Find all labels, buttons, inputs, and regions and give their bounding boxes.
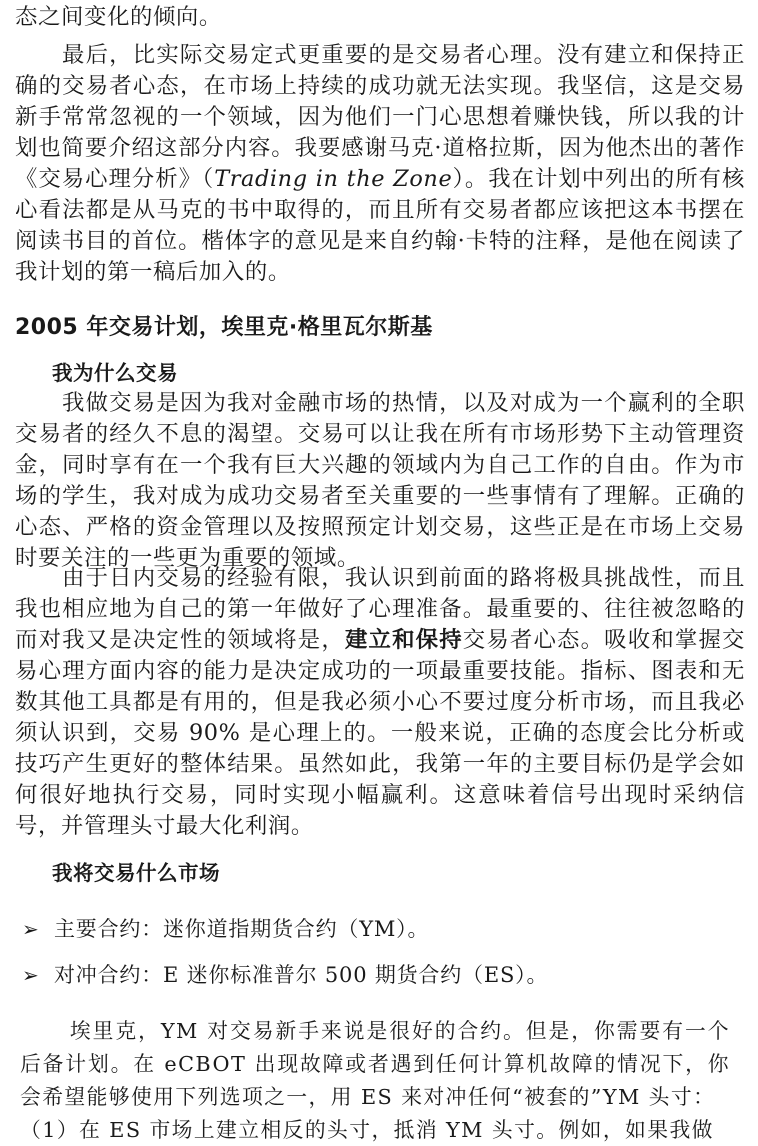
markets-list: [22, 906, 742, 998]
why-trade-heading: 我为什么交易: [52, 361, 178, 385]
why-text-2: 交易者心态。吸收和掌握交易心理方面内容的能力是决定成功的一项最重要技能。指标、图表和无数其他工具都是有用的，但是我必须小心不要过度分析市场，而且我必须认识到，交易 90% 是心理上的。一般来说，正确的态度会比分析或技巧产生更好的整体结果。虽然如此，我第一年的主要目标仍是学会如何很好地执行交易，同时实现小幅赢利。这意味着信号出现时采纳信号，并管理头寸最大化利润。: [15, 627, 746, 839]
arrow-bullet-icon: ➢: [22, 917, 40, 941]
intro-text-b: ）。我在计划中列出的所有核心看法都是从马克的书中取得的，而且所有交易者都应该把这本书摆在阅读书目的首位。楷体字的意见是来自约翰·卡特的注释，是他在阅读了我计划的第一稿后加入的。: [15, 166, 745, 285]
note-item-1: （1）在 ES 市场上建立相反的头寸，抵消 YM 头寸。例如，如果我做: [20, 1118, 714, 1142]
book-title-english: Trading in the Zone: [214, 166, 453, 192]
why-text-bold: 建立和保持: [344, 627, 463, 653]
author-note: [20, 1015, 730, 1146]
markets-heading: 我将交易什么市场: [52, 861, 220, 885]
intro-text-a: 最后，比实际交易定式更重要的是交易者心理。没有建立和保持正确的交易者心态，在市场上持续的成功就无法实现。我坚信，这是交易新手常常忽视的一个领域，因为他们一门心思想着赚快钱，所以我的计划也简要介绍这部分内容。我要感谢马克·道格拉斯，因为他杰出的著作《交易心理分析》（: [15, 42, 745, 192]
arrow-bullet-icon: ➢: [22, 963, 40, 987]
intro-paragraph: [15, 40, 745, 288]
list-item: [22, 906, 742, 952]
note-paragraph: 埃里克，YM 对交易新手来说是很好的合约。但是，你需要有一个后备计划。在 eCBOT 出现故障或者遇到任何计算机故障的情况下，你会希望能够使用下列选项之一，用 ES 来对冲任何“被套的”YM 头寸：: [20, 1019, 730, 1109]
list-item-text: 对冲合约：E 迷你标准普尔 500 期货合约（ES）。: [54, 963, 549, 987]
continuation-line: 态之间变化的倾向。: [15, 4, 222, 30]
list-item: [22, 952, 742, 998]
why-trade-paragraph-2: [15, 563, 745, 842]
section-title: 2005 年交易计划，埃里克·格里瓦尔斯基: [15, 315, 433, 340]
why-text-1: 由于日内交易的经验有限，我认识到前面的路将极具挑战性，而且我也相应地为自己的第一年做好了心理准备。最重要的、往往被忽略的而对我又是决定性的领域将是，: [15, 565, 745, 653]
list-item-text: 主要合约：迷你道指期货合约（YM）。: [54, 917, 430, 941]
why-trade-paragraph-1: 我做交易是因为我对金融市场的热情，以及对成为一个赢利的全职交易者的经久不息的渴望。交易可以让我在所有市场形势下主动管理资金，同时享有在一个我有巨大兴趣的领域内为自己工作的自由。作为市场的学生，我对成为成功交易者至关重要的一些事情有了理解。正确的心态、严格的资金管理以及按照预定计划交易，这些正是在市场上交易时要关注的一些更为重要的领域。: [15, 390, 745, 571]
